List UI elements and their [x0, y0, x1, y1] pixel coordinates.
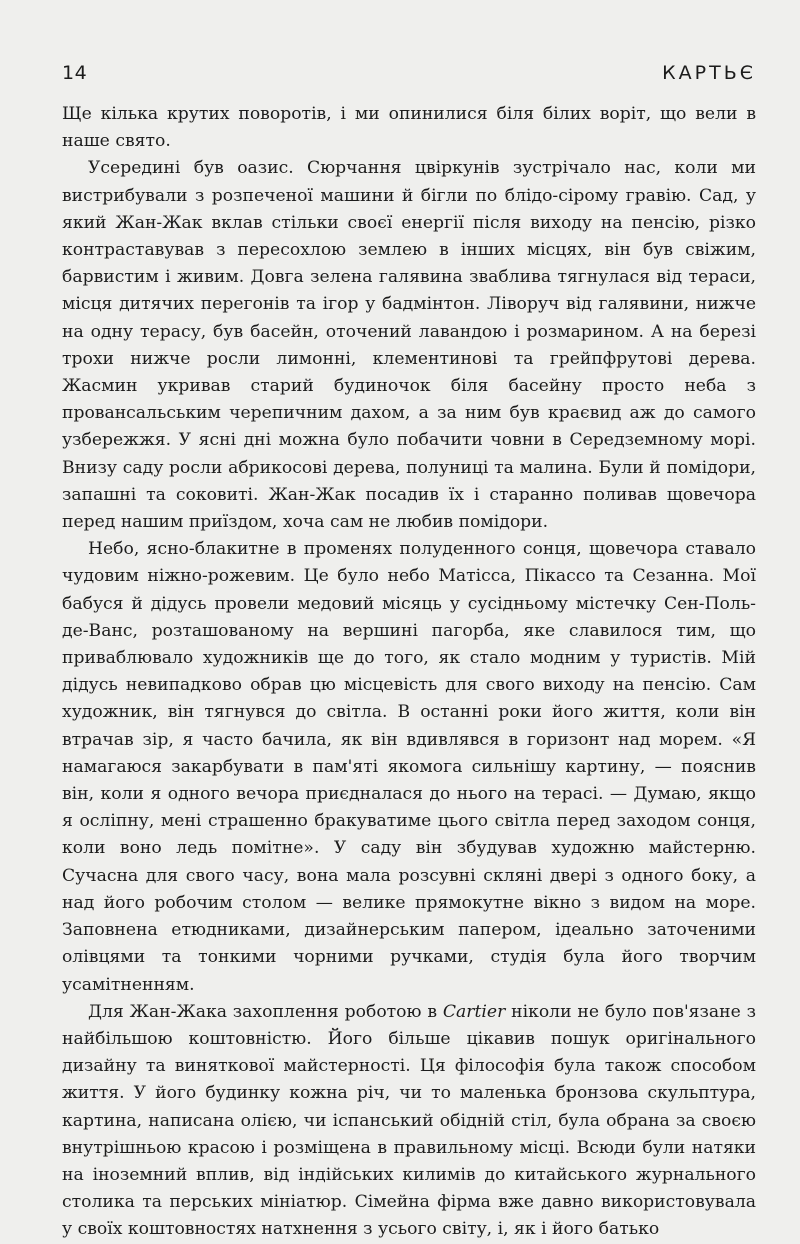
- running-head: КАРТЬЄ: [662, 62, 756, 84]
- page-body: [62, 101, 756, 1244]
- paragraph-3: Небо, ясно-блакитне в променях полуденного сонця, щовечора ставало чудовим ніжно-рожевим. Це було небо Матісса, Пікассо та Сезанна. Мої бабуся й дідусь провели медовий місяць у сусідньому містечку Сен-Поль-де-Ванс, розташованому на вершині пагорба, яке славилося тим, що приваблювало художників ще до того, як стало модним у туристів. Мій дідусь невипадково обрав цю місцевість для свого виходу на пенсію. Сам художник, він тягнувся до світла. В останні роки його життя, коли він втрачав зір, я часто бачила, як він вдивлявся в горизонт над морем. «Я намагаюся закарбувати в пам'яті якомога сильнішу картину, — пояснив він, коли я одного вечора приєдналася до нього на терасі. — Думаю, якщо я осліпну, мені страшенно бракуватиме цього світла перед заходом сонця, коли воно ледь помітне». У саду він збудував художню майстерню. Сучасна для свого часу, вона мала розсувні скляні двері з одного боку, а над його робочим столом — велике прямокутне вікно з видом на море. Заповнена етюдниками, дизайнерським папером, ідеально заточеними олівцями та тонкими чорними ручками, студія була його творчим усамітненням.: [62, 539, 756, 995]
- italic-brand-name: Cartier: [442, 1001, 506, 1022]
- paragraph-4: [62, 999, 756, 1244]
- page-header: [62, 62, 756, 90]
- paragraph-2: Усередині був оазис. Сюрчання цвіркунів зустрічало нас, коли ми вистрибували з розпеченої машини й бігли по блідо-сірому гравію. Сад, у який Жан-Жак вклав стільки своєї енергії після виходу на пенсію, різко контраставував з пересохлою землею в інших місцях, він був свіжим, барвистим і живим. Довга зелена галявина зваблива тягнулася від тераси, місця дитячих перегонів та ігор у бадмінтон. Ліворуч від галявини, нижче на одну терасу, був басейн, оточений лавандою і розмарином. А на березі трохи нижче росли лимонні, клементинові та грейпфрутові дерева. Жасмин укривав старий будиночок біля басейну просто неба з провансальським черепичним дахом, а за ним був краєвид аж до самого узбережжя. У ясні дні можна було побачити човни в Середземному морі. Внизу саду росли абрикосові дерева, полуниці та малина. Були й помідори, запашні та соковиті. Жан-Жак посадив їх і старанно поливав щовечора перед нашим приїздом, хоча сам не любив помідори.: [62, 158, 756, 533]
- paragraph-1: Ще кілька крутих поворотів, і ми опинилися біля білих воріт, що вели в наше свято.: [62, 104, 756, 152]
- paragraph-4-start: Для Жан-Жака захоплення роботою в: [88, 1001, 443, 1022]
- paragraph-4-end: ніколи не було пов'язане з найбільшою коштовністю. Його більше цікавив пошук оригінального дизайну та виняткової майстерності. Ця філософія була також способом життя. У його будинку кожна річ, чи то маленька бронзова скульптура, картина, написана олією, чи іспанський обідній стіл, була обрана за своєю внутрішньою красою і розміщена в правильному місці. Всюди були натяки на іноземний вплив, від індійських килимів до китайського журнального столика та перських мініатюр. Сімейна фірма вже давно використовувала у своїх коштовностях натхнення з усього світу, і, як і його батько: [62, 1001, 756, 1240]
- page-number: 14: [62, 62, 88, 84]
